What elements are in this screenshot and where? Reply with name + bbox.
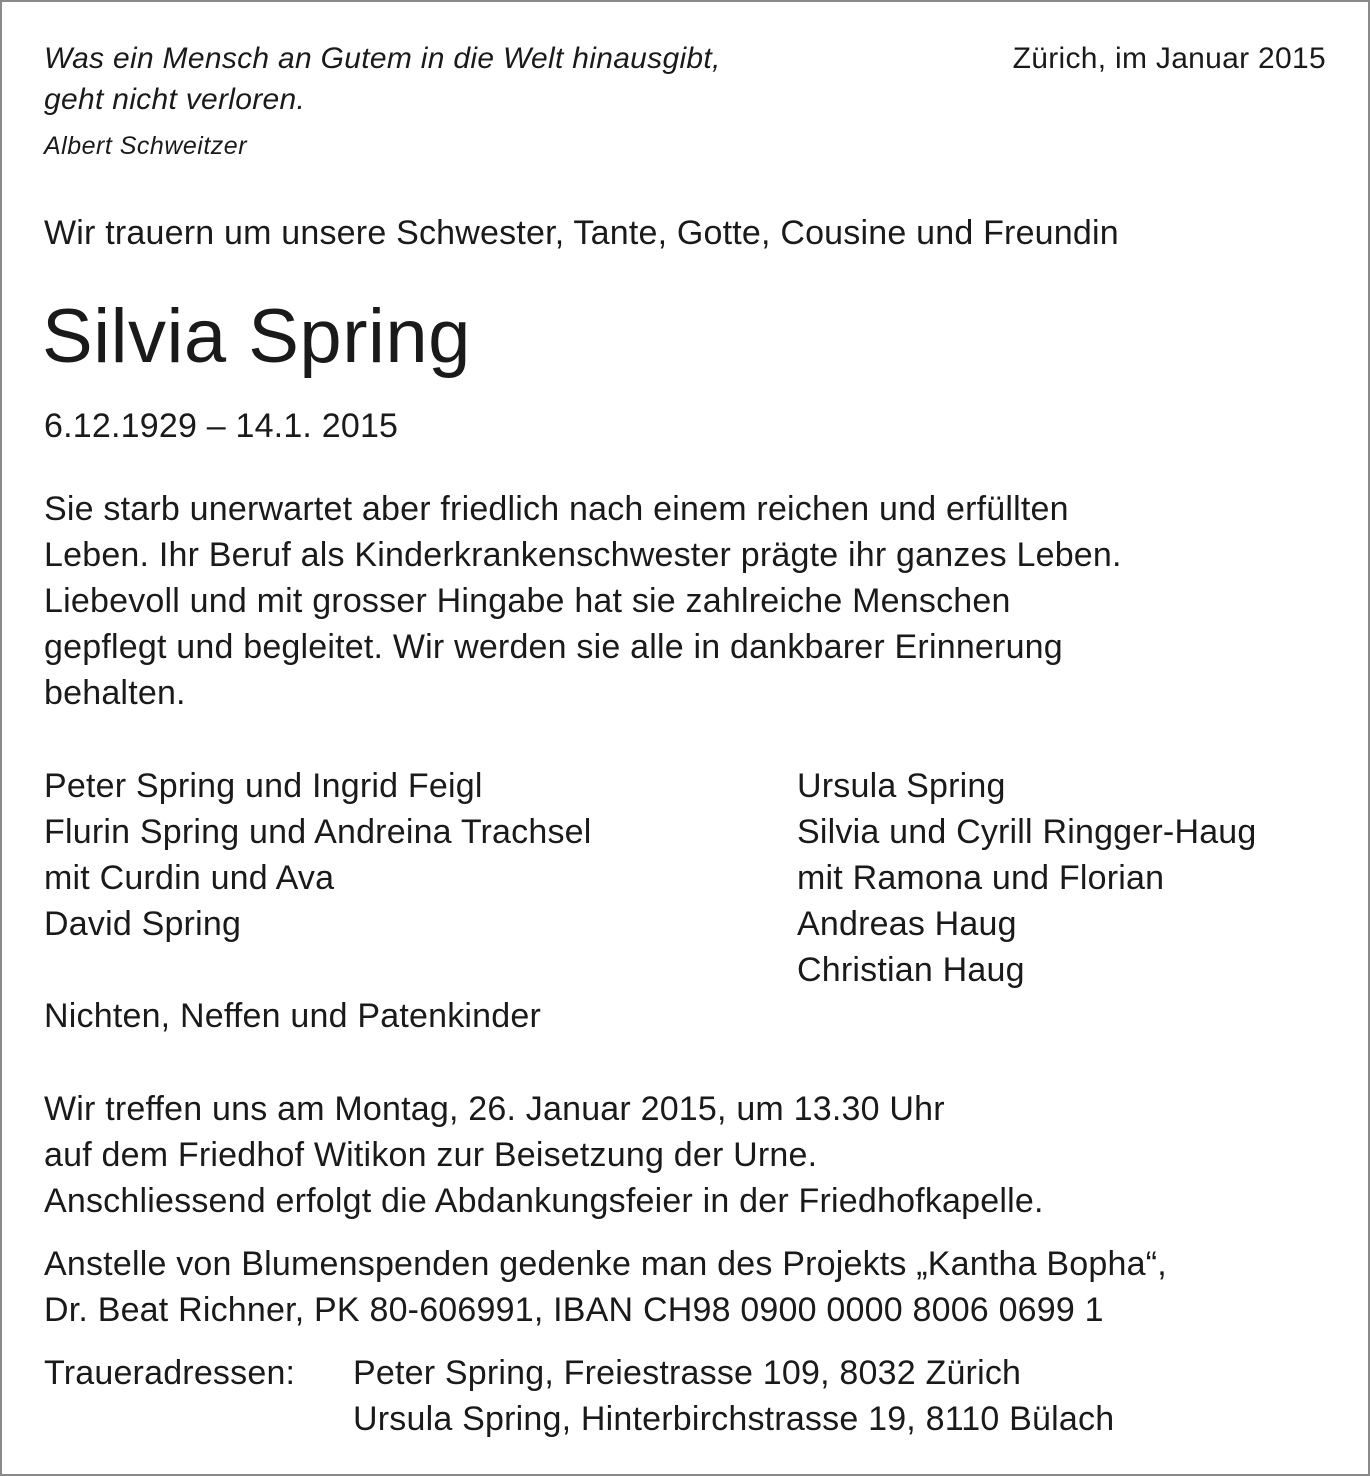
body-line: Sie starb unerwartet aber friedlich nach einem reichen und erfüllten (44, 490, 1069, 528)
addresses (353, 1350, 1114, 1442)
meeting-line: auf dem Friedhof Witikon zur Beisetzung der Urne. (44, 1136, 818, 1174)
body-line: behalten. (44, 674, 186, 712)
donation-info (44, 1241, 1167, 1333)
quote (44, 38, 721, 120)
quote-line: geht nicht verloren. (44, 83, 306, 116)
mourner-line: Ursula Spring (797, 767, 1006, 805)
mourner-line: Silvia und Cyrill Ringger-Haug (797, 813, 1257, 851)
donation-line: Anstelle von Blumenspenden gedenke man des Projekts „Kantha Bopha“, (44, 1245, 1167, 1283)
mourner-line: mit Ramona und Florian (797, 859, 1165, 897)
quote-line: Was ein Mensch an Gutem in die Welt hinausgibt, (44, 42, 721, 75)
quote-author: Albert Schweitzer (44, 132, 248, 160)
addresses-label: Traueradressen: (44, 1354, 296, 1392)
body-line: Leben. Ihr Beruf als Kinderkrankenschwester prägte ihr ganzes Leben. (44, 536, 1122, 574)
address-line: Ursula Spring, Hinterbirchstrasse 19, 8110 Bülach (353, 1400, 1115, 1438)
mourner-line: mit Curdin und Ava (44, 859, 335, 897)
donation-line: Dr. Beat Richner, PK 80-606991, IBAN CH98 0900 0000 8006 0699 1 (44, 1291, 1104, 1329)
body-line: gepflegt und begleitet. Wir werden sie alle in dankbarer Erinnerung (44, 628, 1063, 666)
meeting-info (44, 1086, 1044, 1224)
intro-text: Wir trauern um unsere Schwester, Tante, Gotte, Cousine und Freundin (44, 214, 1119, 252)
mourners-left (44, 763, 592, 947)
mourner-line: Christian Haug (797, 951, 1025, 989)
mourner-line: Flurin Spring und Andreina Trachsel (44, 813, 592, 851)
meeting-line: Wir treffen uns am Montag, 26. Januar 2015, um 13.30 Uhr (44, 1090, 945, 1128)
deceased-name: Silvia Spring (42, 294, 471, 379)
body-text (44, 486, 1334, 716)
mourner-line: Andreas Haug (797, 905, 1017, 943)
address-line: Peter Spring, Freiestrasse 109, 8032 Zürich (353, 1354, 1022, 1392)
meeting-line: Anschliessend erfolgt die Abdankungsfeier in der Friedhofkapelle. (44, 1182, 1044, 1220)
mourner-line: David Spring (44, 905, 242, 943)
body-line: Liebevoll und mit grosser Hingabe hat sie zahlreiche Menschen (44, 582, 1011, 620)
place-date: Zürich, im Januar 2015 (1012, 42, 1326, 75)
mourner-line: Peter Spring und Ingrid Feigl (44, 767, 483, 805)
mourners-extra: Nichten, Neffen und Patenkinder (44, 997, 542, 1035)
mourners-right (797, 763, 1257, 993)
life-dates: 6.12.1929 – 14.1. 2015 (44, 407, 399, 445)
